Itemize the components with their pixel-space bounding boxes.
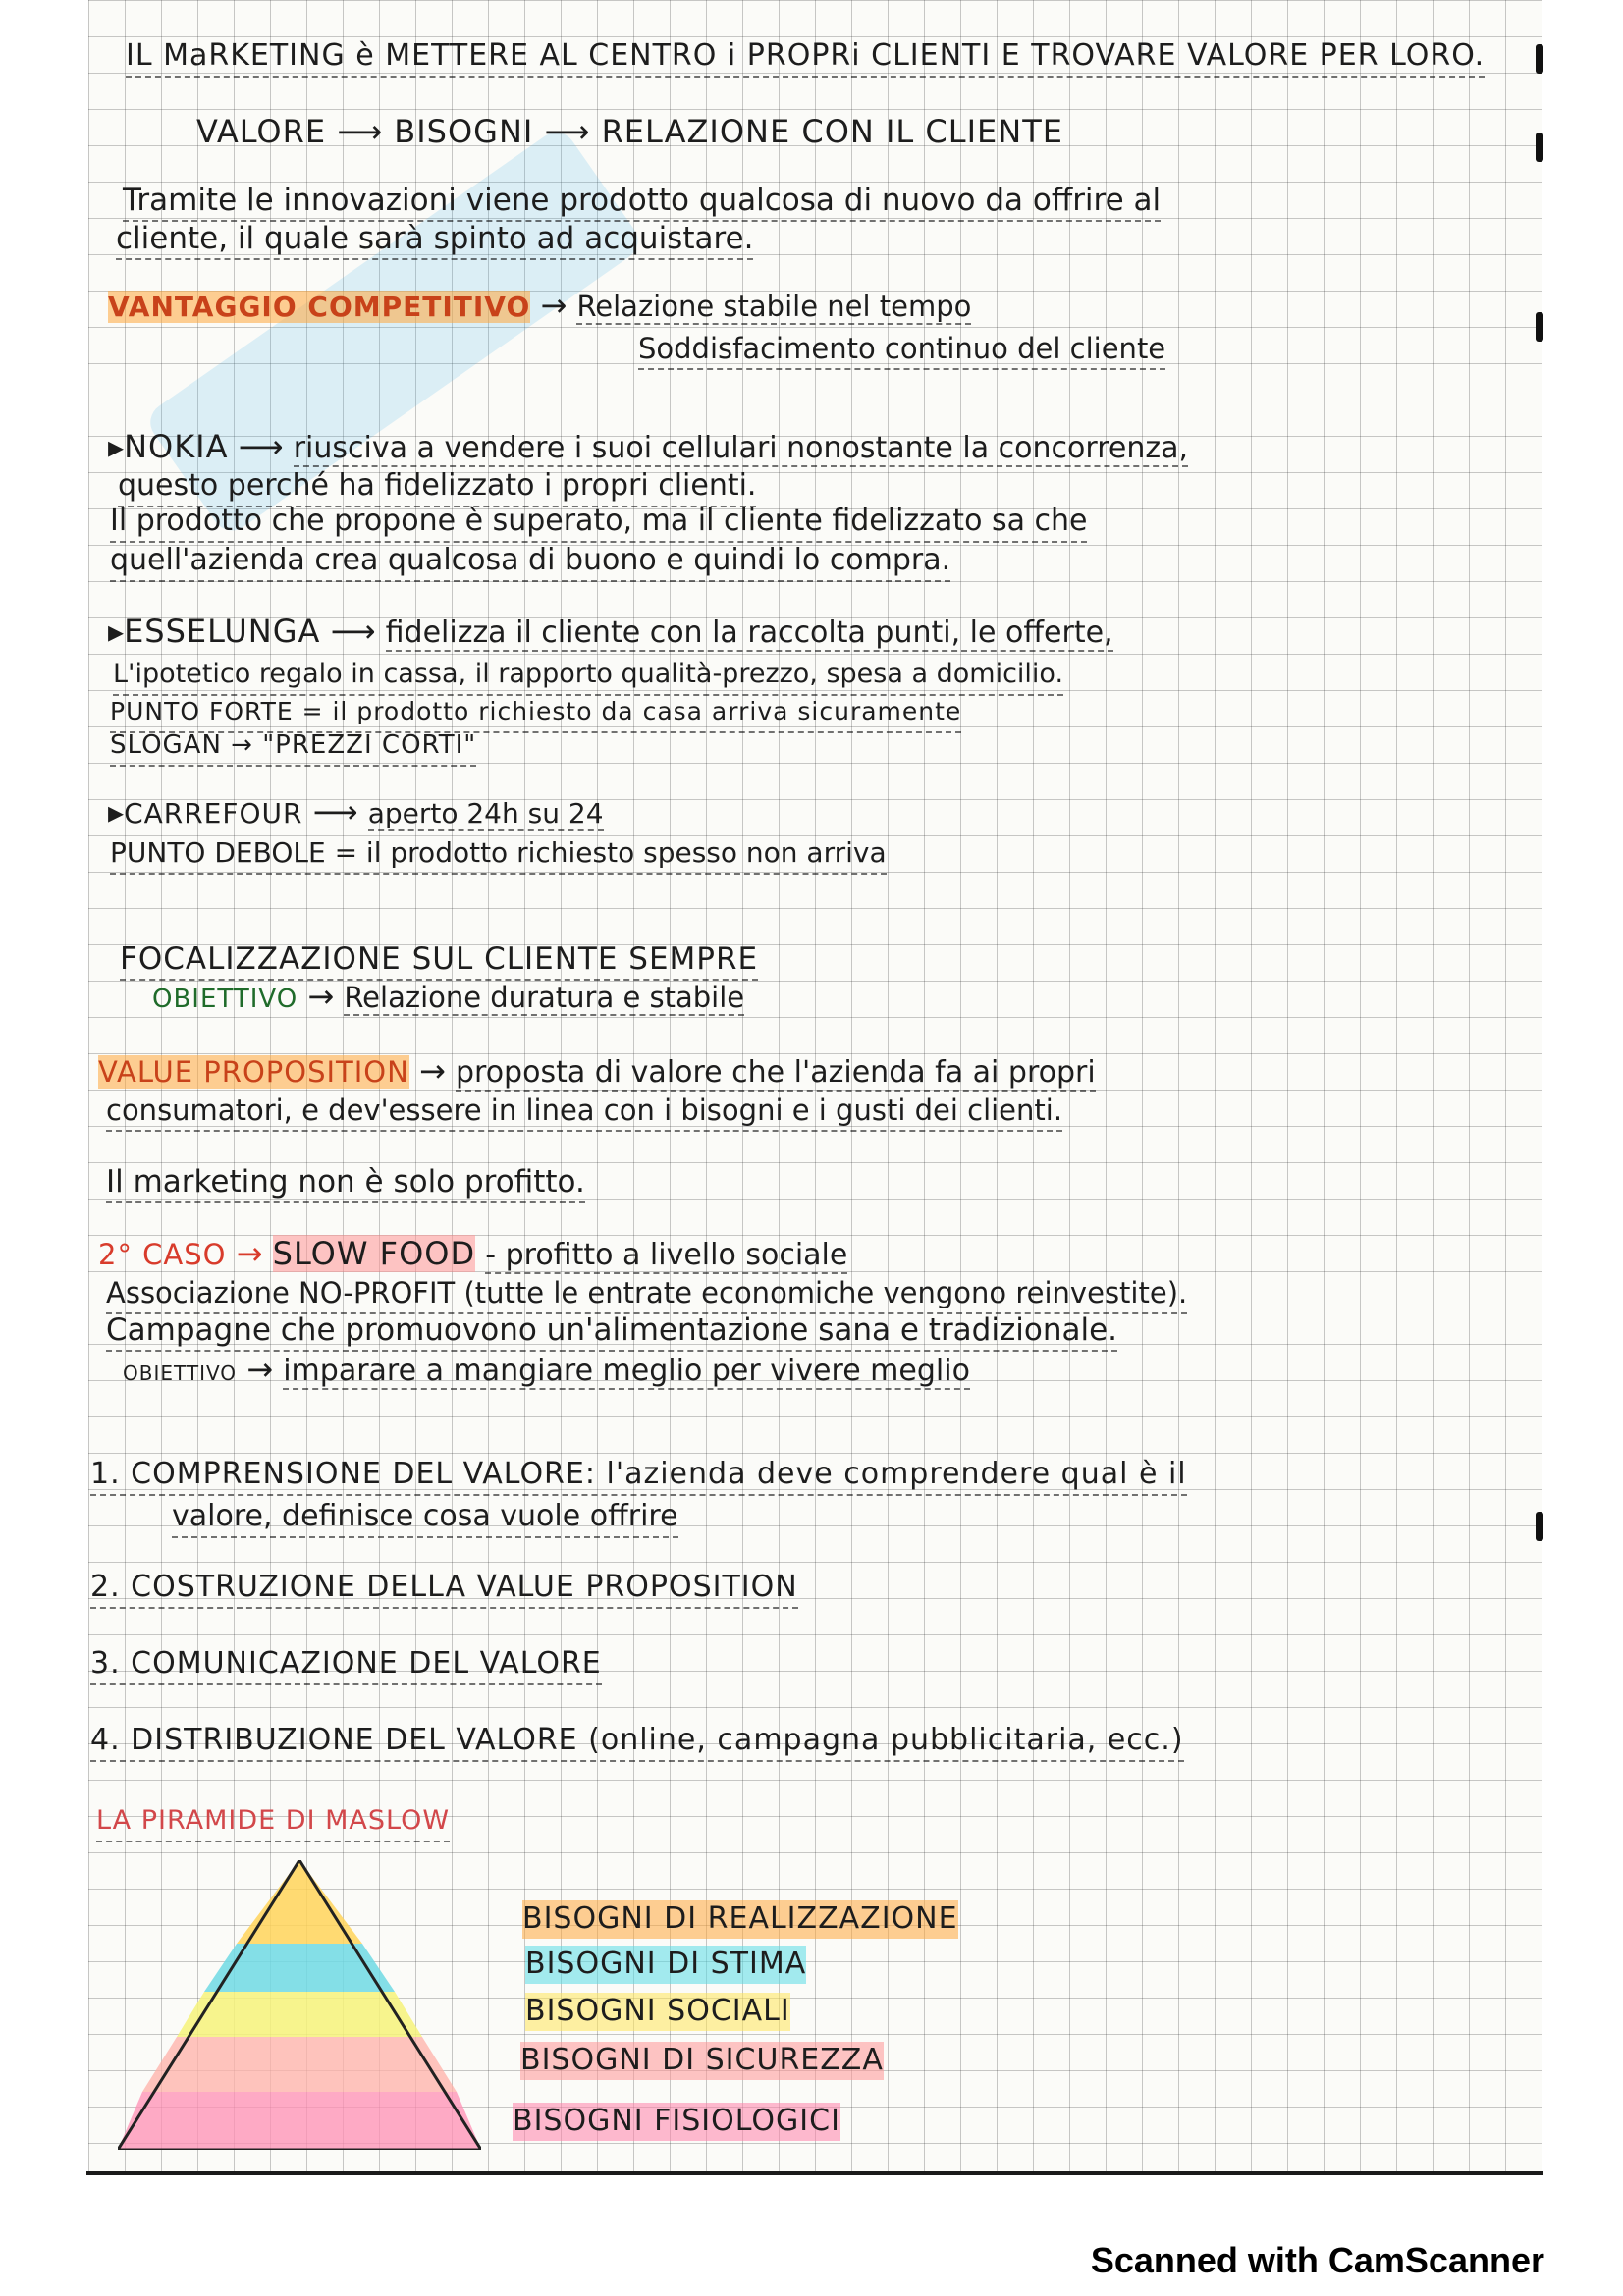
arrow-icon: ⟶ bbox=[238, 428, 294, 465]
esselunga-text: fidelizza il cliente con la raccolta punti, le offerte, bbox=[385, 615, 1113, 650]
maslow-level-1: BISOGNI DI REALIZZAZIONE bbox=[522, 1900, 958, 1939]
slogan: SLOGAN → "PREZZI CORTI" bbox=[110, 726, 476, 767]
esselunga-line bbox=[108, 613, 1113, 653]
bullet-triangle-icon: ▸ bbox=[108, 793, 125, 830]
arrow-icon: → bbox=[540, 287, 577, 324]
maslow-title: LA PIRAMIDE DI MASLOW bbox=[96, 1802, 450, 1842]
nokia-text: riusciva a vendere i suoi cellulari nonostante la concorrenza, bbox=[293, 431, 1189, 465]
arrow-icon: → bbox=[307, 978, 345, 1015]
chain-value: VALORE bbox=[196, 113, 327, 150]
esselunga-line-2: L'ipotetico regalo in cassa, il rapporto qualità-prezzo, spesa a domicilio. bbox=[113, 656, 1063, 696]
carrefour-line bbox=[108, 793, 604, 833]
binding-mark bbox=[1536, 1512, 1543, 1541]
carrefour-label: CARREFOUR bbox=[124, 797, 303, 829]
stable-relation: Relazione stabile nel tempo bbox=[576, 290, 972, 323]
step-3: 3. COMUNICAZIONE DEL VALORE bbox=[90, 1645, 602, 1685]
maslow-level-4: BISOGNI DI SICUREZZA bbox=[520, 2042, 884, 2080]
intro-line: IL MaRKETING è METTERE AL CENTRO i PROPRi CLIENTI E TROVARE VALORE PER LORO. bbox=[126, 37, 1485, 78]
slow-food-text: - profitto a livello sociale bbox=[485, 1238, 848, 1272]
value-proposition-line-2: consumatori, e dev'essere in linea con i bisogni e i gusti dei clienti. bbox=[106, 1092, 1062, 1132]
second-case-line bbox=[98, 1235, 847, 1275]
arrow-icon: ⟶ bbox=[312, 793, 368, 830]
weak-point: PUNTO DEBOLE = il prodotto richiesto spesso non arriva bbox=[110, 834, 887, 875]
objective-label: OBIETTIVO bbox=[123, 1362, 238, 1385]
slow-food-label: SLOW FOOD bbox=[272, 1235, 476, 1272]
objective-text: Relazione duratura e stabile bbox=[344, 981, 745, 1014]
scanner-footer: Scanned with CamScanner bbox=[1090, 2240, 1544, 2280]
maslow-pyramid bbox=[118, 1860, 481, 2150]
value-proposition-label: VALUE PROPOSITION bbox=[98, 1055, 409, 1089]
binding-mark bbox=[1536, 312, 1543, 342]
continuous-satisfaction: Soddisfacimento continuo del cliente bbox=[638, 330, 1165, 370]
step-1-continuation: valore, definisce cosa vuole offrire bbox=[172, 1498, 678, 1538]
chain-needs: BISOGNI bbox=[394, 113, 534, 150]
competitive-advantage bbox=[108, 287, 971, 327]
value-proposition-text: proposta di valore che l'azienda fa ai propri bbox=[455, 1055, 1096, 1090]
binding-mark bbox=[1536, 44, 1543, 74]
innovation-line-2: cliente, il quale sarà spinto ad acquistare. bbox=[116, 220, 753, 260]
nokia-line-3: Il prodotto che propone è superato, ma il cliente fidelizzato sa che bbox=[110, 503, 1087, 543]
objective-label: OBIETTIVO bbox=[152, 985, 298, 1014]
esselunga-label: ESSELUNGA bbox=[124, 613, 321, 650]
campaigns-line: Campagne che promuovono un'alimentazione sana e tradizionale. bbox=[106, 1311, 1117, 1352]
no-profit-line: Associazione NO-PROFIT (tutte le entrate economiche vengono reinvestite). bbox=[106, 1274, 1187, 1314]
innovation-line: Tramite le innovazioni viene prodotto qualcosa di nuovo da offrire al bbox=[123, 182, 1161, 222]
pyramid-level-physiological bbox=[118, 2092, 481, 2150]
nokia-line-2: questo perché ha fidelizzato i propri clienti. bbox=[118, 467, 756, 507]
objective-line-2 bbox=[123, 1351, 970, 1393]
arrow-icon: → bbox=[419, 1052, 456, 1090]
arrow-icon: ⟶ bbox=[330, 613, 386, 650]
nokia-label: NOKIA bbox=[124, 428, 229, 465]
pyramid-level-safety bbox=[142, 2037, 457, 2092]
arrow-icon: ⟶ bbox=[544, 113, 602, 150]
page-bottom-edge bbox=[86, 2171, 1543, 2175]
step-1: 1. COMPRENSIONE DEL VALORE: l'azienda deve comprendere qual è il bbox=[90, 1456, 1187, 1496]
chain-relation: RELAZIONE CON IL CLIENTE bbox=[601, 113, 1063, 150]
second-case-label: 2° CASO bbox=[98, 1238, 227, 1271]
binding-mark bbox=[1536, 133, 1543, 162]
value-chain bbox=[196, 113, 1063, 151]
arrow-icon: → bbox=[246, 1351, 284, 1388]
maslow-level-5: BISOGNI FISIOLOGICI bbox=[513, 2103, 840, 2141]
objective-line bbox=[152, 978, 744, 1019]
arrow-icon: ⟶ bbox=[337, 113, 395, 150]
bullet-triangle-icon: ▸ bbox=[108, 613, 125, 650]
strong-point: PUNTO FORTE = il prodotto richiesto da casa arriva sicuramente bbox=[110, 693, 961, 733]
maslow-level-3: BISOGNI SOCIALI bbox=[525, 1993, 790, 2031]
nokia-line-4: quell'azienda crea qualcosa di buono e quindi lo compra. bbox=[110, 542, 950, 582]
step-2: 2. COSTRUZIONE DELLA VALUE PROPOSITION bbox=[90, 1569, 798, 1609]
customer-focus: FOCALIZZAZIONE SUL CLIENTE SEMPRE bbox=[120, 940, 758, 981]
maslow-level-2: BISOGNI DI STIMA bbox=[525, 1946, 806, 1984]
step-4: 4. DISTRIBUZIONE DEL VALORE (online, campagna pubblicitaria, ecc.) bbox=[90, 1722, 1184, 1762]
competitive-advantage-label: VANTAGGIO COMPETITIVO bbox=[108, 291, 531, 323]
value-proposition-line bbox=[98, 1052, 1096, 1093]
arrow-icon: → bbox=[236, 1235, 273, 1272]
not-only-profit: Il marketing non è solo profitto. bbox=[106, 1163, 585, 1203]
bullet-triangle-icon: ▸ bbox=[108, 428, 125, 465]
objective-text: imparare a mangiare meglio per vivere meglio bbox=[283, 1354, 970, 1388]
nokia-line bbox=[108, 428, 1188, 468]
carrefour-text: aperto 24h su 24 bbox=[367, 797, 604, 829]
